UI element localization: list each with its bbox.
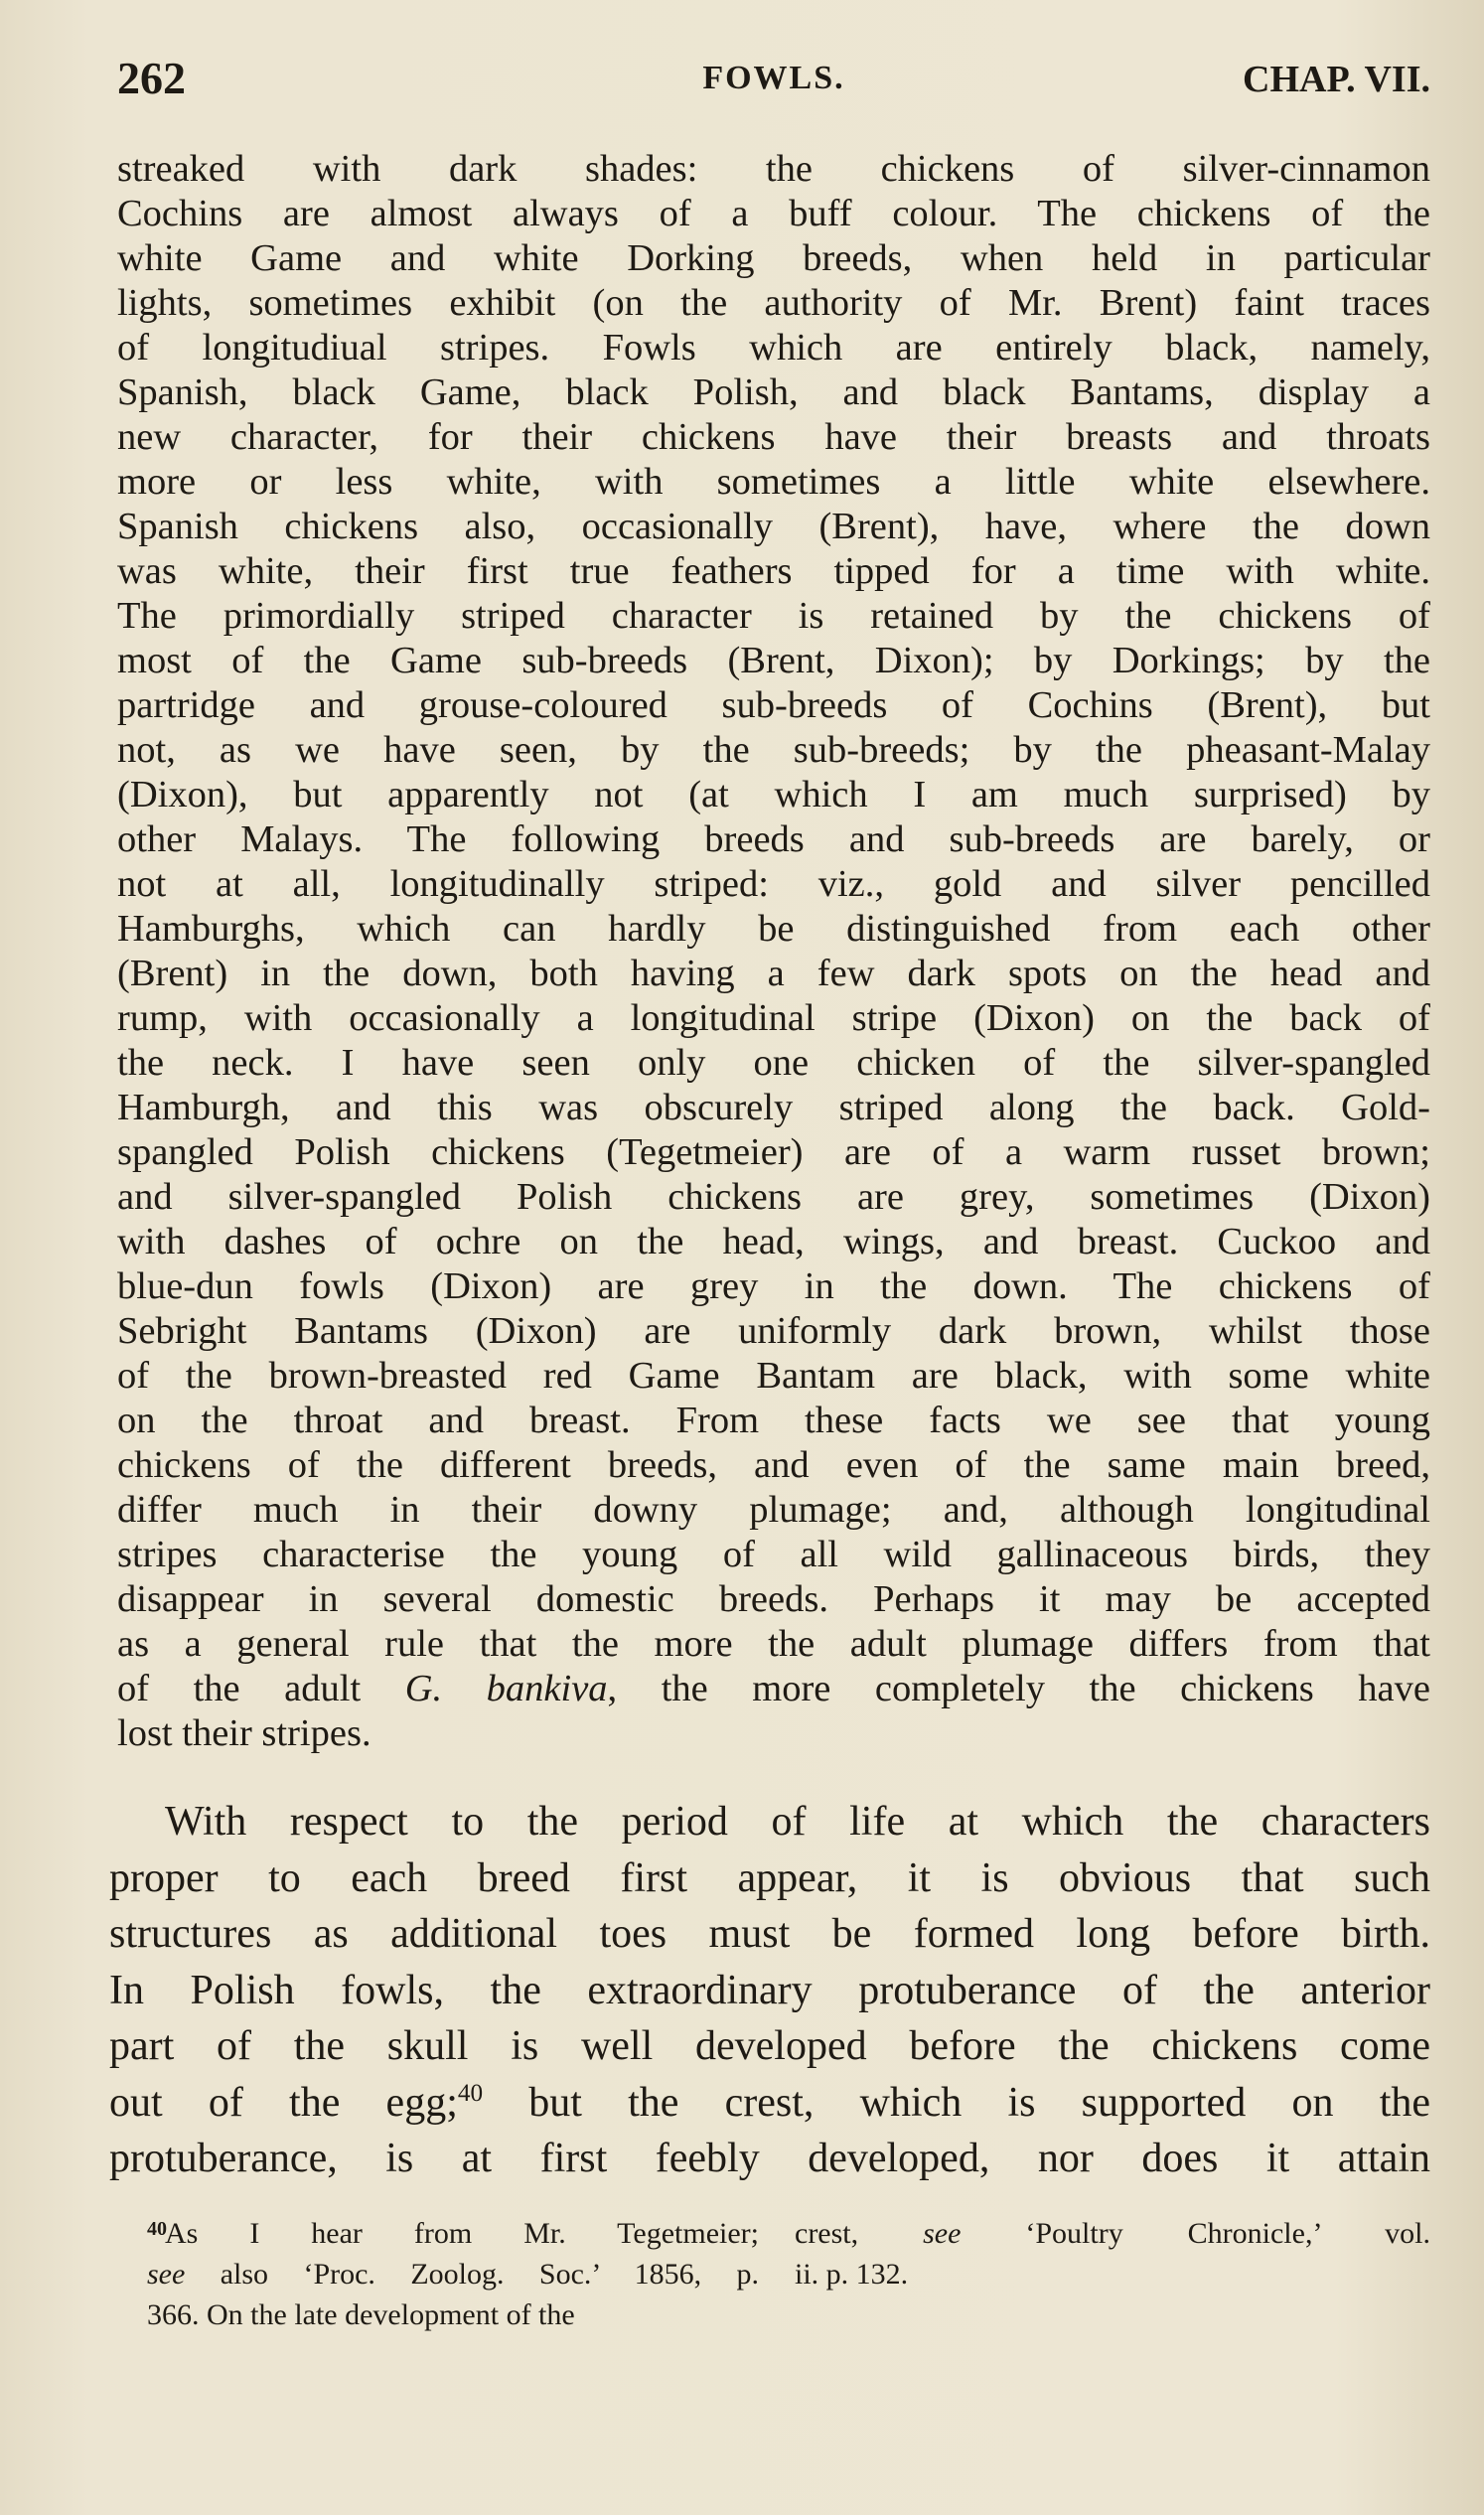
text-line: partridge and grouse-coloured sub-breeds of Cochins (Brent), but [117, 684, 1430, 726]
paragraph-main [117, 147, 1430, 1756]
text-line: (Brent) in the down, both having a few dark spots on the head and [117, 953, 1430, 994]
text-line: was white, their first true feathers tipped for a time with white. [117, 550, 1430, 592]
text-line: The primordially striped character is retained by the chickens of [117, 595, 1430, 637]
text-line: lost their stripes. [117, 1712, 371, 1754]
text-line: stripes characterise the young of all wild gallinaceous birds, they [117, 1534, 1430, 1575]
text-line: Hamburgh, and this was obscurely striped along the back. Gold- [117, 1087, 1430, 1128]
text-line: Sebright Bantams (Dixon) are uniformly dark brown, whilst those [117, 1310, 1430, 1352]
text-line: most of the Game sub-breeds (Brent, Dixon); by Dorkings; by the [117, 640, 1430, 681]
footnotes [109, 2213, 1430, 2342]
text-line: part of the skull is well developed before the chickens come [109, 2023, 1430, 2069]
running-title: FOWLS. [702, 60, 845, 96]
footnote-left-column [147, 2213, 759, 2335]
text-line: Spanish, black Game, black Polish, and black Bantams, display a [117, 371, 1430, 413]
footnote-line: crest, see ‘Poultry Chronicle,’ vol. [795, 2217, 1430, 2250]
page-number: 262 [117, 53, 186, 103]
text-line: disappear in several domestic breeds. Perhaps it may be accepted [117, 1578, 1430, 1620]
footnote-line: As I hear from Mr. Tegetmeier; [165, 2217, 759, 2250]
text-line: other Malays. The following breeds and sub-breeds are barely, or [117, 818, 1430, 860]
chapter-label: CHAP. VII. [1243, 59, 1430, 100]
text-line: Cochins are almost always of a buff colour. The chickens of the [117, 193, 1430, 234]
text-line: Spanish chickens also, occasionally (Brent), have, where the down [117, 506, 1430, 547]
text-line: not at all, longitudinally striped: viz., gold and silver pencilled [117, 863, 1430, 905]
text-line: of the brown-breasted red Game Bantam are black, with some white [117, 1355, 1430, 1397]
text-line: new character, for their chickens have their breasts and throats [117, 416, 1430, 458]
footnote-marker: 40 [147, 2218, 167, 2240]
text-line: the neck. I have seen only one chicken of the silver-spangled [117, 1042, 1430, 1084]
text-line: differ much in their downy plumage; and, although longitudinal [117, 1489, 1430, 1531]
footnote-line: see also ‘Proc. Zoolog. Soc.’ 1856, p. [147, 2258, 759, 2291]
text-line: rump, with occasionally a longitudinal stripe (Dixon) on the back of [117, 997, 1430, 1039]
text-line: on the throat and breast. From these facts we see that young [117, 1400, 1430, 1441]
text-line: In Polish fowls, the extraordinary protuberance of the anterior [109, 1967, 1430, 2013]
text-line: as a general rule that the more the adult plumage differs from that [117, 1623, 1430, 1665]
text-line: blue-dun fowls (Dixon) are grey in the down. The chickens of [117, 1265, 1430, 1307]
text-line: (Dixon), but apparently not (at which I am much surprised) by [117, 774, 1430, 815]
text-line: and silver-spangled Polish chickens are grey, sometimes (Dixon) [117, 1176, 1430, 1218]
text-line: white Game and white Dorking breeds, when held in particular [117, 237, 1430, 279]
text-line: With respect to the period of life at which the characters [165, 1799, 1430, 1845]
text-line: streaked with dark shades: the chickens of silver-cinnamon [117, 148, 1430, 190]
footnote-line: 366. On the late development of the [147, 2298, 575, 2331]
text-line: lights, sometimes exhibit (on the authority of Mr. Brent) faint traces [117, 282, 1430, 324]
footnote-right-column [795, 2213, 1430, 2294]
text-line: proper to each breed first appear, it is obvious that such [109, 1854, 1430, 1901]
text-line: structures as additional toes must be formed long before birth. [109, 1911, 1430, 1957]
text-line: with dashes of ochre on the head, wings, and breast. Cuckoo and [117, 1221, 1430, 1262]
text-line: spangled Polish chickens (Tegetmeier) are of a warm russet brown; [117, 1131, 1430, 1173]
text-line: of the adult G. bankiva, the more completely the chickens have [117, 1668, 1430, 1709]
footnote-line: ii. p. 132. [795, 2258, 909, 2291]
text-line: more or less white, with sometimes a little white elsewhere. [117, 461, 1430, 503]
text-line: not, as we have seen, by the sub-breeds; by the pheasant-Malay [117, 729, 1430, 771]
text-line: out of the egg;$^{40}$ but the crest, which is supported on the [109, 2079, 1431, 2126]
page-header [117, 52, 1430, 111]
text-line: Hamburghs, which can hardly be distinguished from each other [117, 908, 1430, 950]
text-line: protuberance, is at first feebly developed, nor does it attain [109, 2136, 1430, 2181]
paragraph-period-of-life [109, 1794, 1430, 2187]
text-line: of longitudiual stripes. Fowls which are entirely black, namely, [117, 327, 1430, 369]
text-line: chickens of the different breeds, and even of the same main breed, [117, 1444, 1430, 1486]
